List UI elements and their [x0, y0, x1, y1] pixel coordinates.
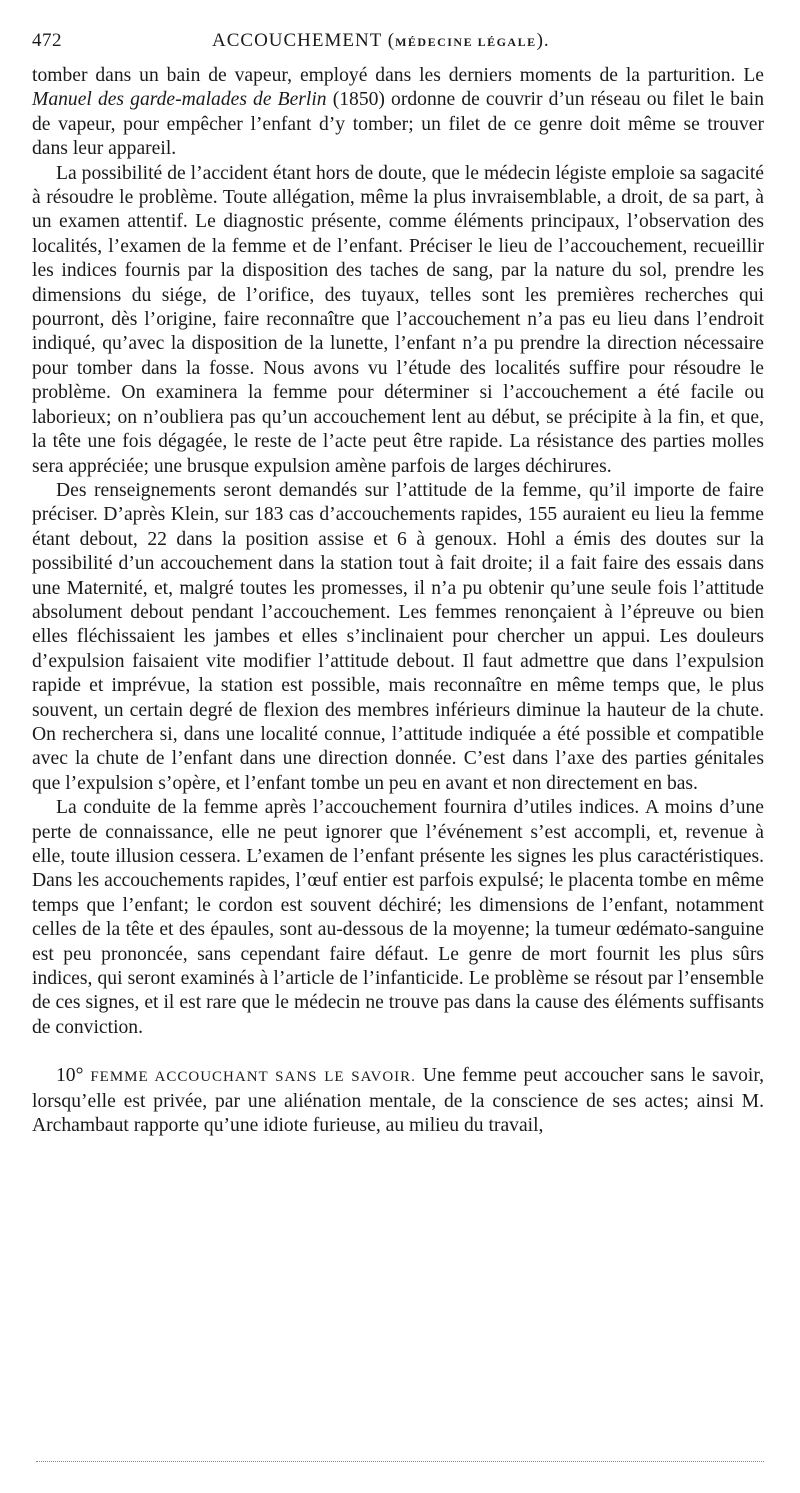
paragraph-attitude: Des renseignements seront demandés sur l’attitude de la femme, qu’il importe de faire préciser. D’après Klein, sur 183 cas d’accouchements rapides, 155 auraient eu lieu la femme étant debout, 22 dans la position assise et 6 à genoux. Hohl a émis des doutes sur la possibilité d’un accouchement dans la station tout à fait droite; il a fait faire des essais dans une Maternité, et, malgré toutes les promesses, il n’a pu obtenir qu’une seule fois l’attitude absolument debout pendant l’accouchement. Les femmes renonçaient à l’épreuve ou bien elles fléchissaient les jambes et elles s’inclinaient pour chercher un appui. Les douleurs d’expulsion faisaient vite modifier l’attitude debout. Il faut admettre que dans l’expulsion rapide et imprévue, la station est possible, mais reconnaître en même temps que, le plus souvent, un certain degré de flexion des membres inférieurs diminue la hauteur de la chute. On recherchera si, dans une localité connue, l’attitude indiquée a été possible et compatible avec la chute de l’enfant dans une direction donnée. C’est dans l’axe des parties génitales que l’expulsion s’opère, et l’enfant tombe un peu en avant et non directement en bas. — [32, 479, 764, 794]
section-heading: FEMME ACCOUCHANT SANS LE SAVOIR. — [90, 1069, 416, 1086]
running-head — [32, 30, 764, 58]
section-text: Une femme peut accoucher sans le savoir, lorsqu’elle est privée, par une aliénation mentale, de la conscience de ses actes; ainsi M. Archambaut rapporte qu’une idiote furieuse, au milieu du travail, — [32, 1065, 765, 1137]
paragraph-1-start: tomber dans un bain de vapeur, employé dans les derniers moments de la parturition. Le — [32, 65, 764, 86]
running-title-main: ACCOUCHEMENT ( — [212, 30, 396, 51]
paragraph-1-rest: (1850) ordonne de couvrir d’un réseau ou filet le bain de vapeur, pour empêcher l’enfant d’y tomber; un filet de ce genre doit même se trouver dans leur appareil. — [32, 89, 764, 160]
page-number: 472 — [32, 30, 62, 51]
paragraph-continuation — [32, 64, 764, 162]
book-title-italic: Manuel des garde-malades de Berlin — [32, 89, 327, 111]
body-text — [32, 64, 764, 1138]
paragraph-conduct: La conduite de la femme après l’accouchement fournira d’utiles indices. A moins d’une perte de connaissance, elle ne peut ignorer que l’événement s’est accompli, et, revenue à elle, toute illusion cessera. L’examen de l’enfant présente les signes les plus caractéristiques. Dans les accouchements rapides, l’œuf entier est parfois expulsé; le placenta tombe en même temps que l’enfant; le cordon est souvent déchiré; les dimensions de l’enfant, notamment celles de la tête et des épaules, sont au-dessous de la moyenne; la tumeur œdémato-sanguine est peu prononcée, sans cependant faire défaut. Le genre de mort fournit les plus sûrs indices, qui seront examinés à l’article de l’infanticide. Le problème se résout par l’ensemble de ces signes, et il est rare que le médecin ne trouve pas dans la cause des éléments suffisants de conviction. — [32, 797, 764, 1038]
book-page — [32, 30, 764, 1138]
footer-dotted-rule — [36, 1461, 764, 1462]
running-title — [212, 30, 550, 52]
paragraph-diagnosis: La possibilité de l’accident étant hors de doute, que le médecin légiste emploie sa sagacité à résoudre le problème. Toute allégation, même la plus invraisemblable, a droit, de sa part, à un examen attentif. Le diagnostic présente, comme éléments principaux, l’observation des localités, l’examen de la femme et de l’enfant. Préciser le lieu de l’accouchement, recueillir les indices fournis par la disposition des taches de sang, par la nature du sol, prendre les dimensions du siége, de l’orifice, des tuyaux, telles sont les premières recherches qui pourront, dès l’origine, faire reconnaître que l’accouchement n’a pas eu lieu dans l’endroit indiqué, qu’avec la disposition de la lunette, l’enfant n’a pu prendre la direction nécessaire pour tomber dans la fosse. Nous avons vu l’étude des localités suffire pour résoudre le problème. On examinera la femme pour déterminer si l’accouchement a été facile ou laborieux; on n’oubliera pas qu’un accouchement lent au début, se précipite à la fin, et que, la tête une fois dégagée, le reste de l’acte peut être rapide. La résistance des parties molles sera appréciée; une brusque expulsion amène parfois de larges déchirures. — [32, 162, 764, 477]
section-number: 10° — [56, 1065, 84, 1087]
running-title-close: ). — [536, 30, 550, 51]
running-title-subject: MÉDECINE LÉGALE — [395, 35, 537, 49]
section-unaware-delivery — [32, 1064, 764, 1138]
